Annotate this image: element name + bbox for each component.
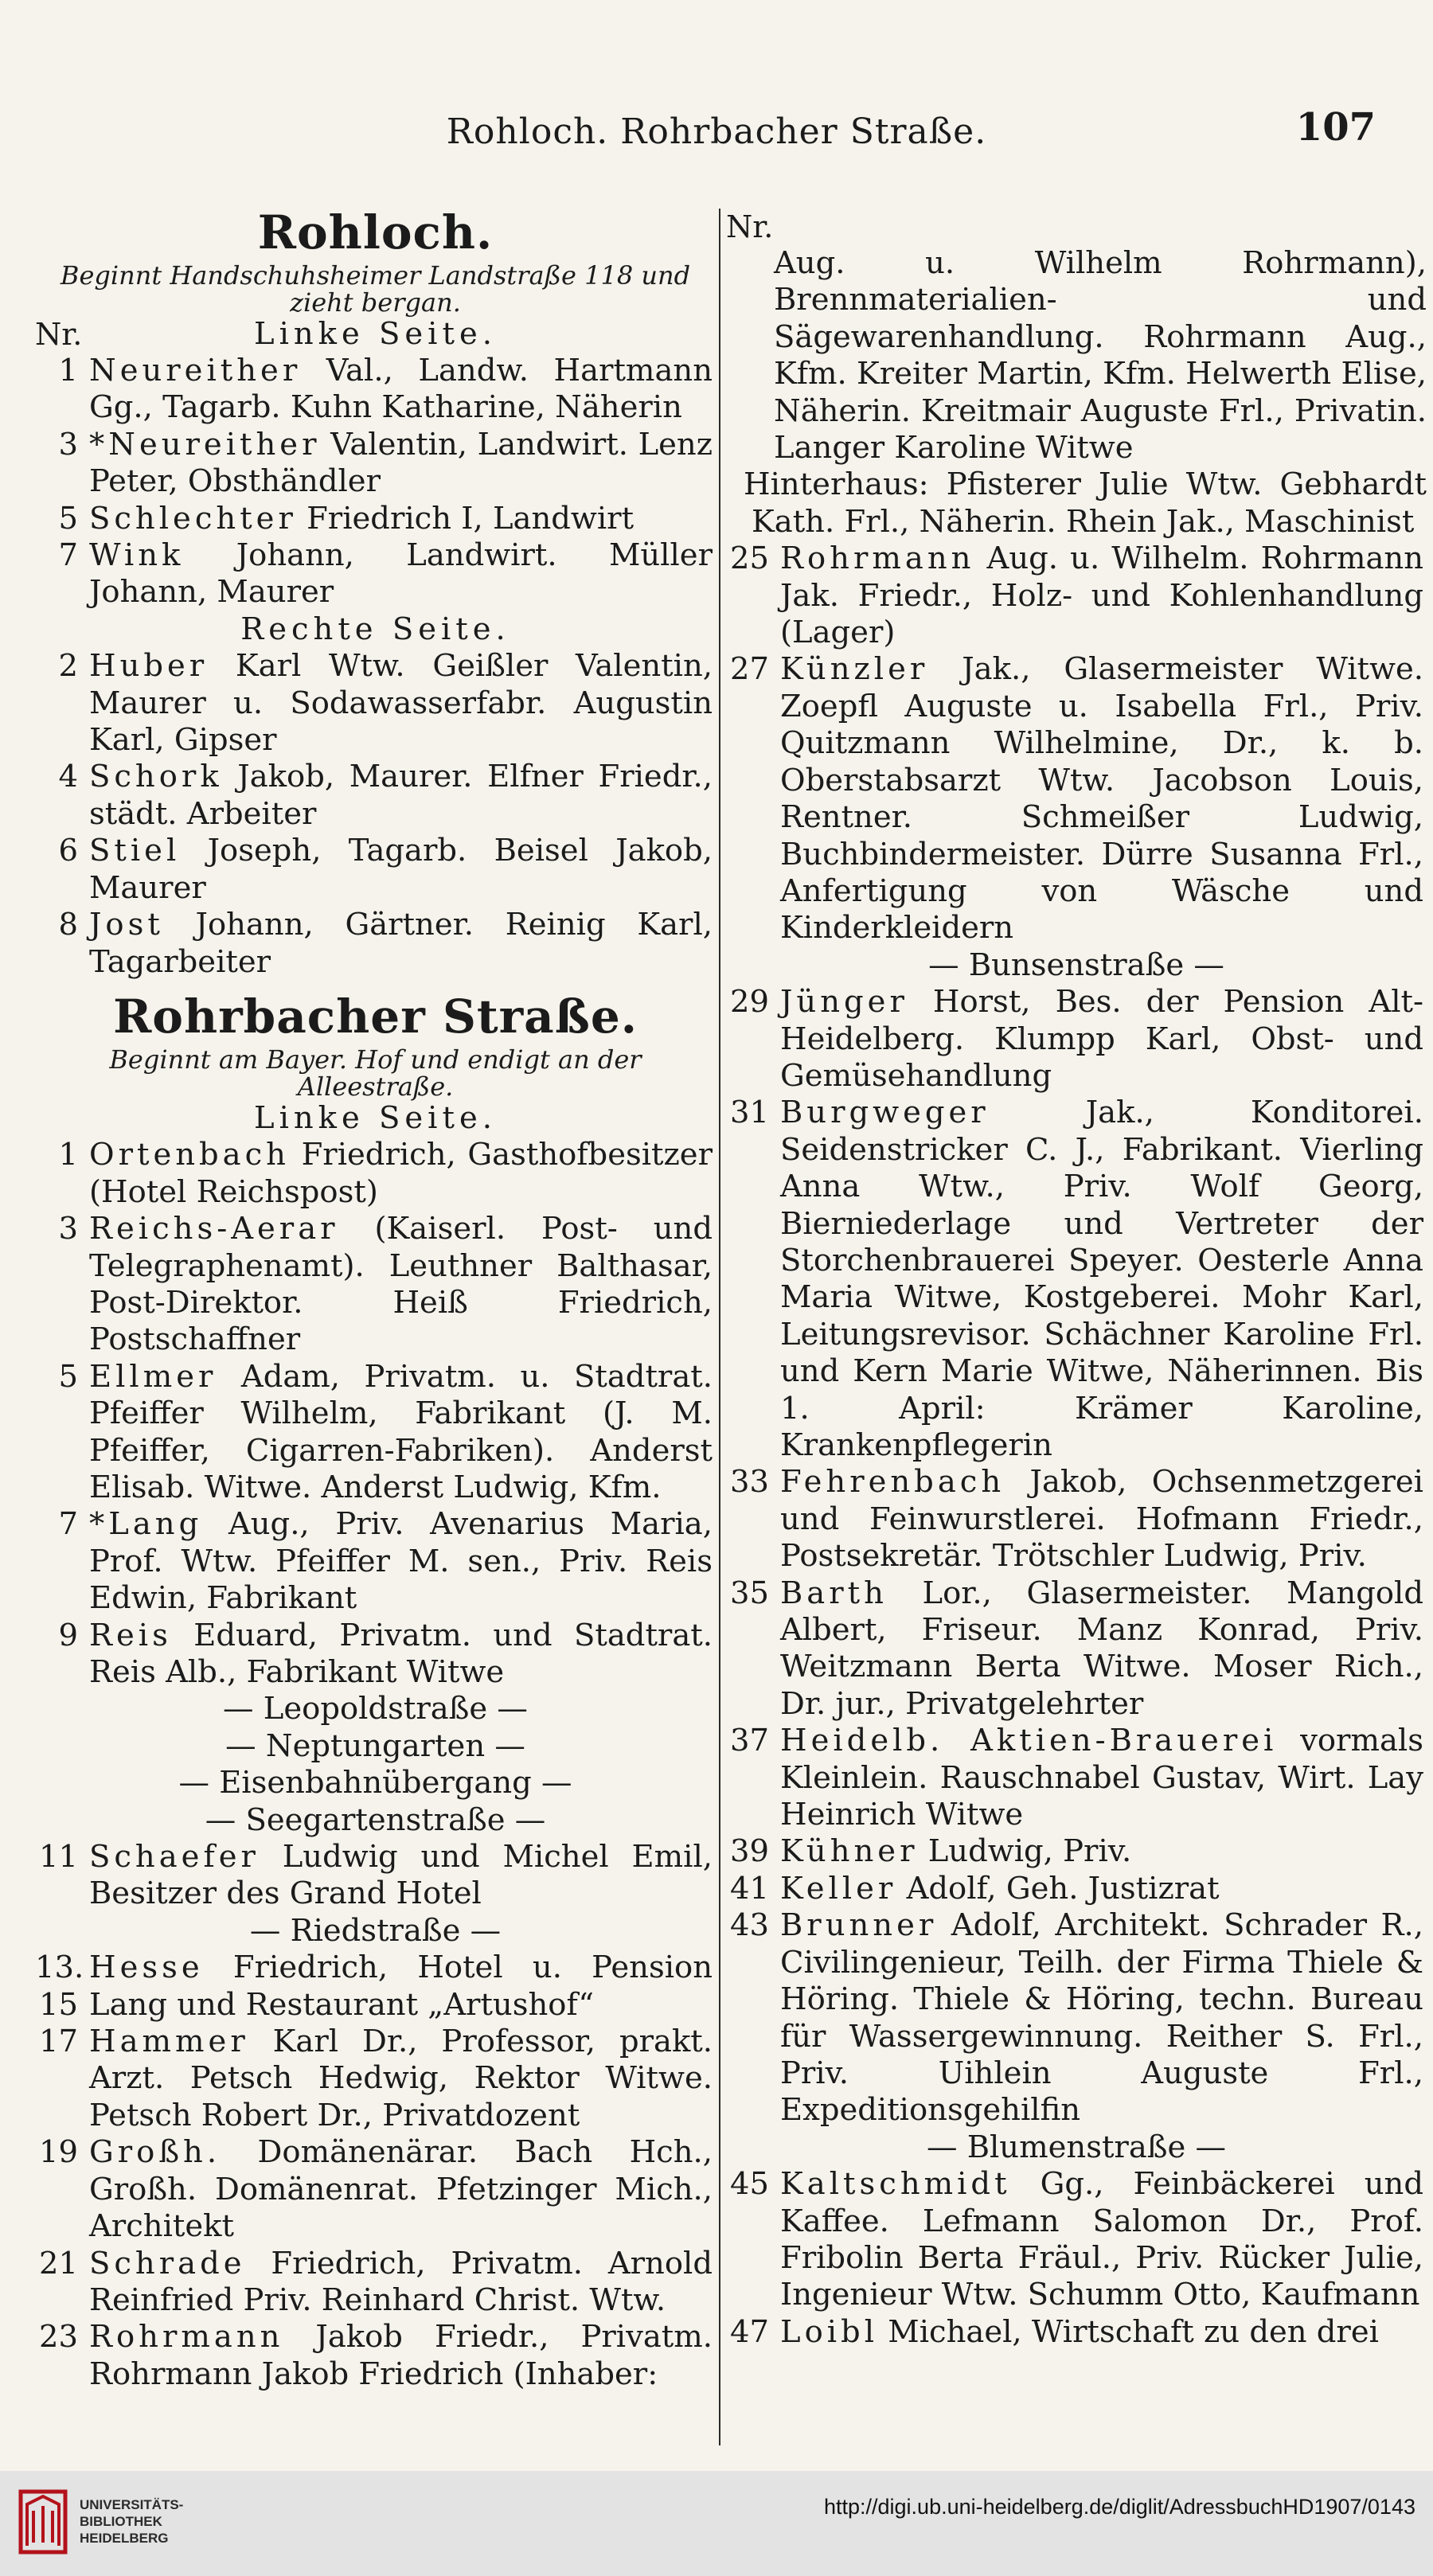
entry-text [780,1871,1423,1907]
house-number: 17 [39,2024,78,2060]
resident-name: Reichs-Aerar [89,1211,339,1247]
resident-name: Schaefer [89,1839,260,1875]
resident-details: Johann, Gärtner. Reinig Karl, Tagarbeiter [89,907,713,980]
address-entry [726,1871,1427,1907]
address-entry [726,541,1427,651]
address-entry [35,1950,716,2024]
resident-details: Joseph, Tagarb. Beisel Jakob, Maurer [89,833,713,906]
continued-entry: Aug. u. Wilhelm Rohrmann), Brennmaterialien- und Sägewarenhandlung. Rohrmann Aug., Kfm. Kreiter Martin, Kfm. Helwerth Elise, Näherin. Kreitmair Auguste Frl., Privatin. Langer Karoline Witwe [774,245,1427,466]
resident-name: Rohrmann [89,2319,284,2355]
house-number: 39 [730,1833,769,1870]
entry-text [780,541,1423,651]
resident-details: Johann, Landwirt. Müller Johann, Maurer [89,537,713,611]
address-entry [35,2246,716,2320]
house-number: 45 [730,2166,769,2203]
resident-name: Burgweger [780,1095,990,1131]
resident-details: Friedrich I, Landwirt [296,500,635,537]
house-number: 19 [39,2134,78,2171]
entry-list-rohloch-left [35,353,716,611]
library-name: UNIVERSITÄTS- BIBLIOTHEK HEIDELBERG [80,2497,184,2546]
address-entry [726,1575,1427,1723]
entry-text [780,1575,1423,1723]
entry-text [89,1211,713,1359]
resident-name: Künzler [780,651,929,688]
resident-details: vormals Kleinlein. Rauschnabel Gustav, Wirt. Lay Heinrich Witwe [780,1723,1423,1833]
house-number: 27 [730,651,769,688]
page-number: 107 [1295,105,1376,150]
house-number: 1 [58,1137,78,1173]
cross-street: — Eisenbahnübergang — [178,1765,572,1801]
resident-details: Jak., Konditorei. Seidenstricker C. J., Fabrikant. Vierling Anna Wtw., Priv. Wolf Georg, Bierniederlage und Vertreter der Storchenbrauerei Speyer. Oesterle Anna Maria Witwe, Kostgeberei. Mohr Karl, Leitungsrevisor. Schächner Karoline Frl. und Kern Marie Witwe, Näherinnen. Bis 1. April: Krämer Karoline, Krankenpflegerin [780,1095,1423,1463]
resident-details: Karl Wtw. Geißler Valentin, Maurer u. Sodawasserfabr. Augustin Karl, Gipser [89,648,713,759]
address-entry [726,651,1427,946]
university-library-logo[interactable] [14,2484,73,2563]
entry-text [89,648,713,759]
resident-details: Michael, Wirtschaft zu den drei [878,2313,1379,2350]
side-heading-rechte: Rechte Seite. [240,611,510,647]
house-number: 9 [58,1617,78,1653]
street-intro-rohrbacher: Beginnt am Bayer. Hof und endigt an der Alleestraße. [109,1044,642,1102]
address-entry [35,833,716,907]
address-entry [35,1211,716,1359]
entry-text [89,427,713,501]
address-entry [35,1137,716,1211]
resident-name: Ellmer [89,1358,217,1395]
library-emblem-icon [14,2484,73,2560]
resident-name: Großh. [89,2134,221,2171]
resident-name: Schlechter [89,500,297,537]
house-number: 7 [58,1506,78,1543]
resident-details: Gg., Feinbäckerei und Kaffee. Lefmann Salomon Dr., Prof. Fribolin Berta Fräul., Priv. Rücker Julie, Ingenieur Wtw. Schumm Otto, Kaufmann [780,2166,1423,2313]
house-number: 4 [58,759,78,795]
left-column [35,203,716,2393]
address-entry [726,1095,1427,1464]
entry-text [89,501,713,537]
resident-details: Jakob Friedr., Privatm. Rohrmann Jakob Friedrich (Inhaber: [89,2319,713,2392]
resident-details: Eduard, Privatm. und Stadtrat. Reis Alb., Fabrikant Witwe [89,1617,713,1690]
resident-name: Heidelb. Aktien-Brauerei [780,1723,1278,1759]
entry-text [89,537,713,611]
cross-street: — Seegartenstraße — [205,1801,546,1838]
house-number: 43 [730,1907,769,1944]
resident-name: *Lang [89,1506,203,1543]
resident-name: Keller [780,1870,897,1907]
resident-name: Jost [89,907,164,943]
house-number: 3 [58,1211,78,1247]
entry-text [89,1506,713,1617]
resident-details: Aug., Priv. Avenarius Maria, Prof. Wtw. Pfeiffer M. sen., Priv. Reis Edwin, Fabrikant [89,1506,713,1617]
cross-street: — Blumenstraße — [926,2129,1227,2165]
address-entry [35,353,716,427]
house-number: 29 [730,984,769,1021]
nr-label: Nr. [726,209,774,244]
house-number: 25 [730,541,769,577]
resident-details: Horst, Bes. der Pension Alt-Heidelberg. Klumpp Karl, Obst- und Gemüsehandlung [780,984,1423,1094]
column-divider [719,209,720,2445]
resident-name: Jünger [780,984,908,1021]
resident-details: Friedrich, Privatm. Arnold Reinfried Priv. Reinhard Christ. Wtw. [89,2245,713,2318]
entry-text [89,1950,713,2024]
address-entry [726,1464,1427,1575]
resident-details: Friedrich, Hotel u. Pension Lang und Restaurant „Artushof“ [89,1950,713,2023]
address-entry [726,2166,1427,2314]
address-entry [35,427,716,501]
house-number: 35 [730,1575,769,1611]
side-heading-linke: Linke Seite. [254,316,497,352]
address-entry [35,2134,716,2245]
address-entry [35,2319,716,2393]
address-entry [726,1907,1427,2129]
cross-street: — Neptungarten — [225,1727,525,1764]
house-number: 41 [730,1870,769,1907]
nr-label: Nr. [35,317,83,352]
street-intro-rohloch: Beginnt Handschuhsheimer Landstraße 118 und zieht bergan. [60,260,691,318]
resident-details: Ludwig und Michel Emil, Besitzer des Grand Hotel [89,1839,713,1912]
resident-name: Hesse [89,1950,204,1986]
side-heading-linke: Linke Seite. [254,1099,497,1136]
resident-details: Friedrich, Gasthofbesitzer (Hotel Reichspost) [89,1137,713,1210]
resident-details: Adolf, Architekt. Schrader R., Civilingenieur, Teilh. der Firma Thiele & Höring. Thiele & Höring, techn. Bureau für Wassergewinnung. Reither S. Frl., Priv. Uihlein Auguste Frl., Expeditionsgehilfin [780,1907,1423,2129]
entry-text [89,833,713,907]
street-heading-rohrbacher: Rohrbacher Straße. [113,989,638,1044]
address-entry [35,907,716,981]
resident-details: Ludwig, Priv. [918,1833,1132,1870]
address-entry [726,984,1427,1095]
house-number: 5 [58,500,78,537]
house-number: 5 [58,1358,78,1395]
resident-name: *Neureither [89,426,321,463]
resident-name: Schork [89,759,223,795]
house-number: 2 [58,648,78,685]
entry-text [89,1618,713,1692]
entry-text [780,1464,1423,1575]
cross-street: — Leopoldstraße — [223,1691,528,1727]
running-header: Rohloch. Rohrbacher Straße. [446,111,987,152]
address-entry [35,537,716,611]
entry-text [89,2246,713,2320]
resident-name: Loibl [780,2313,879,2350]
house-number: 47 [730,2313,769,2350]
address-entry [35,1506,716,1617]
house-number: 6 [58,833,78,869]
resident-name: Reis [89,1617,172,1653]
resident-name: Brunner [780,1907,938,1944]
address-entry [35,1618,716,1692]
resident-name: Hammer [89,2024,249,2060]
entry-text [89,353,713,427]
cross-street: — Bunsenstraße — [928,946,1224,983]
house-number: 3 [58,426,78,463]
resident-name: Ortenbach [89,1137,290,1173]
house-number: 7 [58,537,78,574]
address-entry [35,1359,716,1507]
resident-name: Schrade [89,2245,246,2281]
house-number: 13. 15 [35,1950,84,2023]
entry-text [780,2166,1423,2314]
resident-name: Rohrmann [780,541,975,577]
entry-text [89,1359,713,1507]
address-entry [35,648,716,759]
house-number: 37 [730,1723,769,1759]
entry-text [780,651,1423,946]
resident-name: Huber [89,648,209,685]
entry-text [89,1839,713,1913]
house-number: 11 [39,1839,78,1875]
house-number: 31 [730,1095,769,1131]
resident-details: Adolf, Geh. Justizrat [896,1870,1220,1907]
address-entry [35,759,716,833]
resident-details: Val., Landw. Hartmann Gg., Tagarb. Kuhn Katharine, Näherin [89,353,713,426]
resident-details: Domänenärar. Bach Hch., Großh. Domänenrat. Pfetzinger Mich., Architekt [89,2134,713,2245]
resident-name: Kühner [780,1833,919,1870]
house-number: 1 [58,353,78,388]
footer-bar [0,2471,1433,2576]
house-number: 23 [39,2319,78,2355]
hinterhaus-entry: Hinterhaus: Pfisterer Julie Wtw. Gebhardt Kath. Frl., Näherin. Rhein Jak., Maschinist [744,466,1427,540]
entry-text [780,984,1423,1095]
resident-name: Stiel [89,833,181,869]
resident-details: Jakob, Ochsenmetzgerei und Feinwurstlerei. Hofmann Friedr., Postsekretär. Trötschler Ludwig, Priv. [780,1464,1423,1575]
permalink-url[interactable]: http://digi.ub.uni-heidelberg.de/diglit/AdressbuchHD1907/0143 [823,2495,1415,2519]
entry-text [780,1833,1423,1870]
entry-list-rohloch-right [35,648,716,981]
address-entry [35,501,716,537]
address-entry [35,2024,716,2134]
entry-text [89,1137,713,1211]
resident-details: Adam, Privatm. u. Stadtrat. Pfeiffer Wilhelm, Fabrikant (J. M. Pfeiffer, Cigarren-Fabriken). Anderst Elisab. Witwe. Anderst Ludwig, Kfm. [89,1358,713,1505]
entry-text [89,2319,713,2393]
address-entry [726,2314,1427,2351]
right-column [726,209,1427,2351]
resident-name: Barth [780,1575,888,1611]
house-number: 33 [730,1464,769,1501]
resident-details: (Kaiserl. Post- und Telegraphenamt). Leuthner Balthasar, Post-Direktor. Heiß Friedrich, Postschaffner [89,1211,713,1358]
resident-details: Karl Dr., Professor, prakt. Arzt. Petsch Hedwig, Rektor Witwe. Petsch Robert Dr., Privatdozent [89,2024,713,2133]
entry-text [89,2134,713,2245]
entry-list-right [726,541,1427,2351]
resident-details: Jak., Glasermeister Witwe. Zoepfl Auguste u. Isabella Frl., Priv. Quitzmann Wilhelmine, Dr., k. b. Oberstabsarzt Wtw. Jacobson Louis, Rentner. Schmeißer Ludwig, Buchbindermeister. Dürre Susanna Frl., Anfertigung von Wäsche und Kinderkleidern [780,651,1423,946]
address-entry [726,1833,1427,1870]
house-number: 21 [39,2245,78,2281]
entry-text [780,1907,1423,2129]
address-entry [35,1839,716,1913]
entry-text [89,759,713,833]
entry-text [780,2314,1423,2351]
resident-details: Valentin, Landwirt. Lenz Peter, Obsthändler [89,426,713,500]
house-number: 8 [58,907,78,943]
entry-text [89,2024,713,2134]
resident-details: Jakob, Maurer. Elfner Friedr., städt. Arbeiter [89,759,713,832]
entry-list-rohrbacher-left [35,1137,716,2393]
entry-text [89,907,713,981]
street-heading-rohloch: Rohloch. [257,205,494,260]
resident-name: Fehrenbach [780,1464,1005,1501]
resident-name: Neureither [89,353,302,388]
resident-name: Wink [89,537,185,574]
resident-name: Kaltschmidt [780,2166,1011,2203]
address-entry [726,1723,1427,1833]
resident-details: Lor., Glasermeister. Mangold Albert, Friseur. Manz Konrad, Priv. Weitzmann Berta Witwe. Moser Rich., Dr. jur., Privatgelehrter [780,1575,1423,1722]
cross-street: — Riedstraße — [249,1912,502,1949]
resident-details: Aug. u. Wilhelm. Rohrmann Jak. Friedr., Holz- und Kohlenhandlung (Lager) [780,541,1423,651]
entry-text [780,1095,1423,1464]
entry-text [780,1723,1423,1833]
